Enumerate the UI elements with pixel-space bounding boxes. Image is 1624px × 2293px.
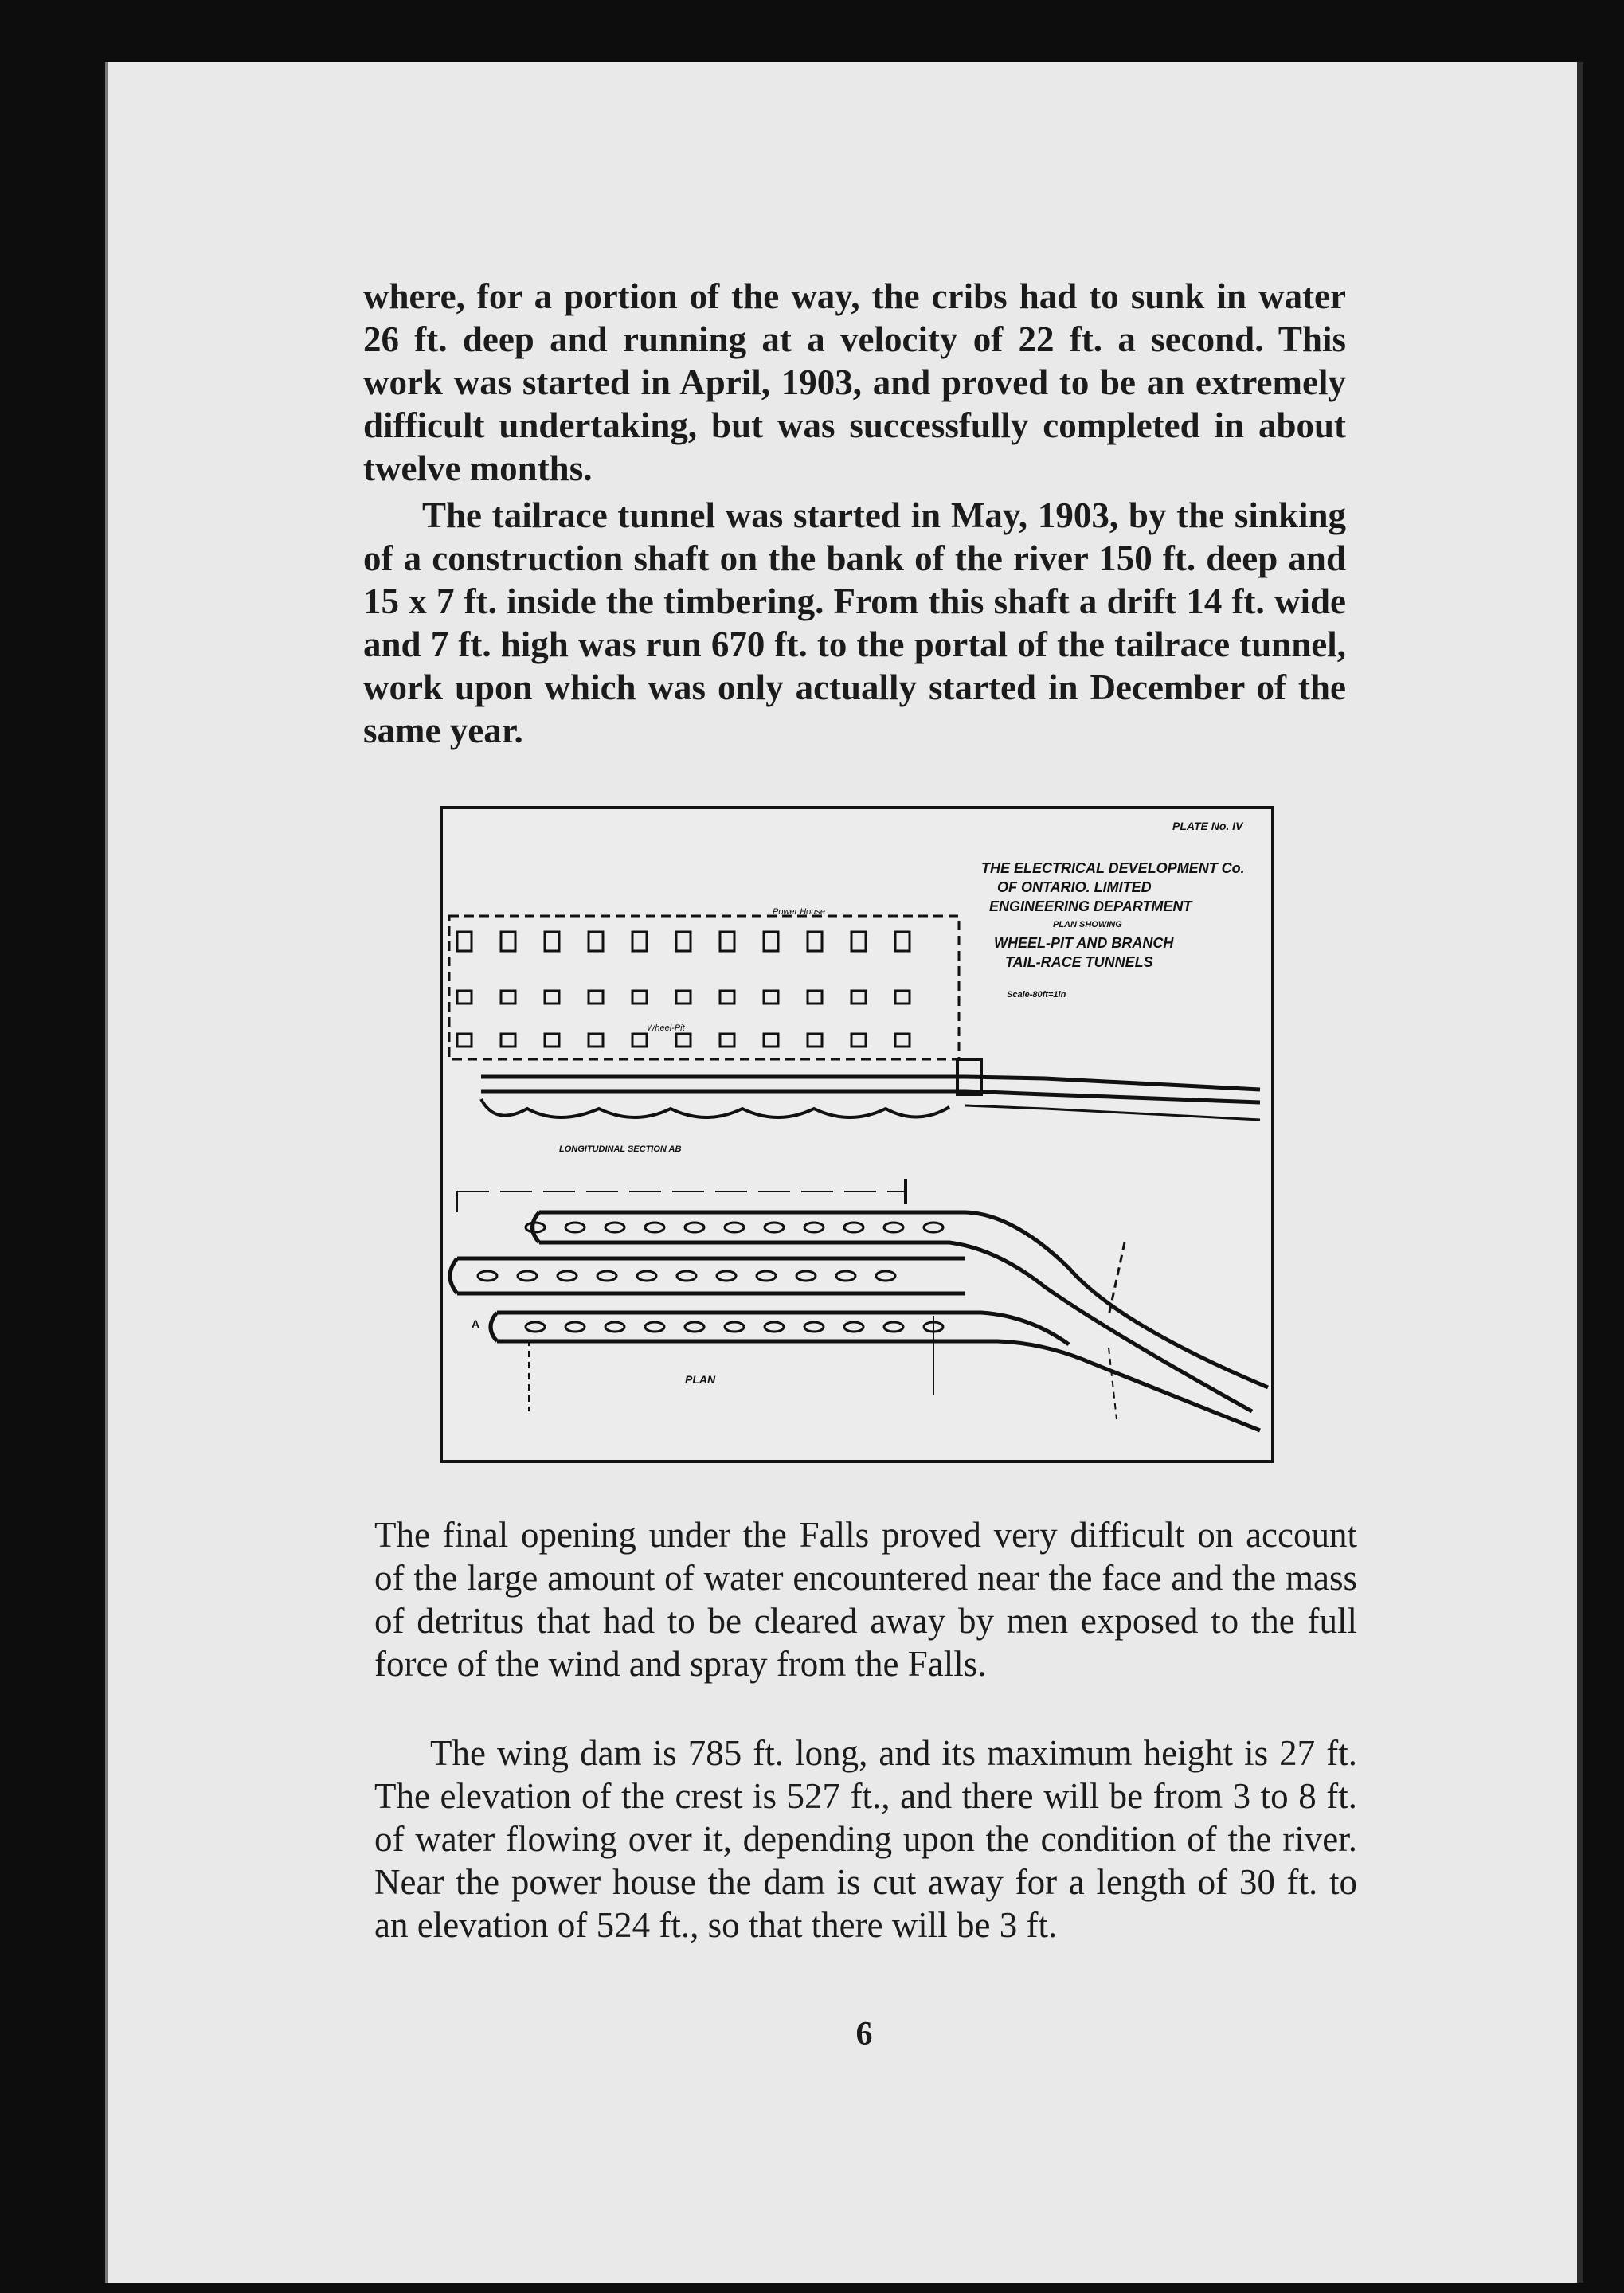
point-a-label: A bbox=[472, 1317, 480, 1330]
plate-number: PLATE No. IV bbox=[1172, 820, 1243, 832]
paragraph-4: The wing dam is 785 ft. long, and its maximum height is 27 ft. The elevation of the crest is 527 ft., and there will be from 3 to 8 ft. of water flowing over it, depending upon the condition of the river. Near the power house the dam is cut away for a length of 30 ft. to an elevation of 524 ft., so that there will be 3 ft. bbox=[374, 1733, 1357, 1945]
plate-title-line-1: THE ELECTRICAL DEVELOPMENT Co. bbox=[981, 860, 1245, 876]
plate-scale: Scale-80ft=1in bbox=[1007, 990, 1066, 1000]
paragraph-3: The final opening under the Falls proved very difficult on account of the large amount of water encountered near the face and the mass of detritus that had to be cleared away by men exposed to the full force of the wind and spray from the Falls. bbox=[374, 1515, 1357, 1684]
page-edge bbox=[1577, 62, 1583, 2283]
plate-title-line-2: OF ONTARIO. LIMITED bbox=[997, 879, 1152, 895]
plate-title-line-5: WHEEL-PIT AND BRANCH bbox=[994, 935, 1174, 951]
plate-title-line-3: ENGINEERING DEPARTMENT bbox=[989, 898, 1192, 914]
page-number: 6 bbox=[855, 2016, 873, 2052]
longitudinal-section-label: LONGITUDINAL SECTION AB bbox=[559, 1145, 682, 1154]
plate-title-line-6: TAIL-RACE TUNNELS bbox=[1005, 954, 1153, 970]
engineering-plate-figure bbox=[440, 806, 1274, 1463]
paragraph-2: The tailrace tunnel was started in May, 1903, by the sinking of a construction shaft on the bank of the river 150 ft. deep and 15 x 7 ft. inside the timbering. From this shaft a drift 14 ft. wide and 7 ft. high was run 670 ft. to the portal of the tailrace tunnel, work upon which was only actually started in December of the same year. bbox=[363, 495, 1346, 750]
paragraph-1: where, for a portion of the way, the cribs had to sunk in water 26 ft. deep and running at a velocity of 22 ft. a second. This work was started in April, 1903, and proved to be an extremely difficult undertaking, but was successfully completed in about twelve months. bbox=[363, 276, 1346, 488]
wheel-pit-label: Wheel-Pit bbox=[647, 1023, 685, 1033]
plate-title-line-4: PLAN SHOWING bbox=[1053, 920, 1122, 929]
power-house-label: Power House bbox=[773, 907, 826, 917]
plan-label: PLAN bbox=[685, 1373, 716, 1386]
